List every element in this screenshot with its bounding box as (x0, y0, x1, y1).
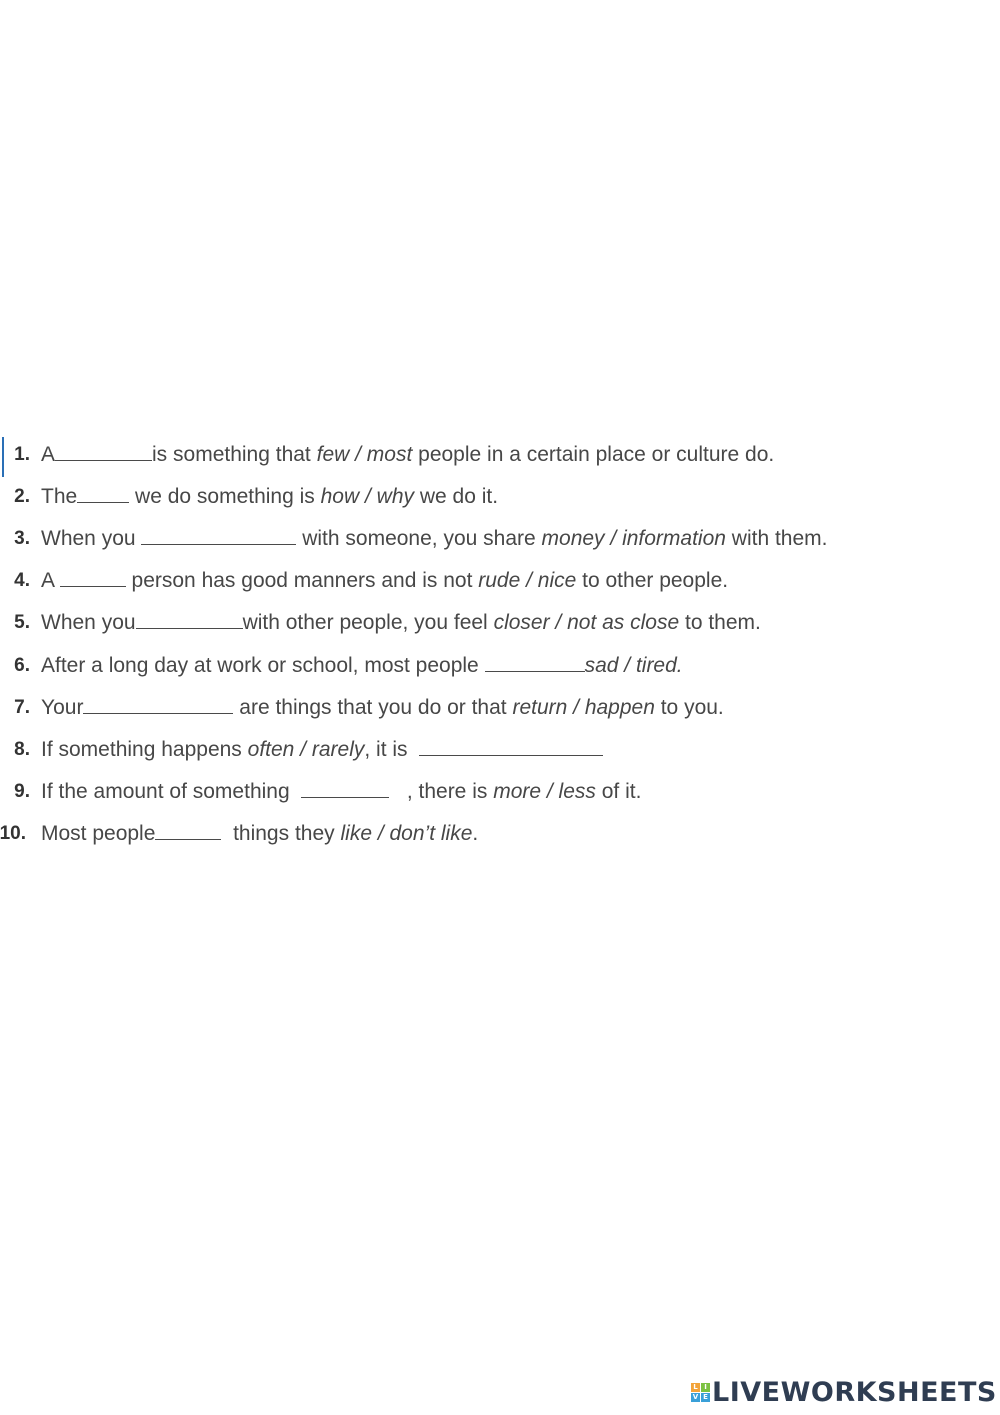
answer-blank[interactable] (55, 441, 152, 461)
item-number: 4. (14, 570, 30, 592)
item-sentence (41, 735, 603, 765)
sentence-text: we do something is (129, 485, 321, 509)
item-number: 9. (14, 780, 30, 802)
sentence-text: to other people. (576, 569, 729, 593)
sentence-text: After a long day at work or school, most people (41, 653, 485, 677)
sentence-text: person has good manners and is not (125, 569, 479, 593)
sentence-text: to them. (679, 611, 761, 635)
item-number: 3. (14, 528, 30, 550)
answer-blank[interactable] (419, 736, 603, 756)
sentence-text: with someone, you share (296, 527, 542, 551)
sentence-text: Your (41, 695, 84, 719)
logo-mark-cell: V (692, 1392, 699, 1401)
sentence-text: to you. (654, 695, 724, 719)
answer-blank[interactable] (301, 778, 389, 798)
sentence-text: A (41, 569, 60, 593)
item-number: 5. (14, 612, 30, 634)
item-number: 6. (14, 654, 30, 676)
sentence-text: If the amount of something (41, 779, 302, 803)
item-number: 10. (0, 822, 26, 844)
item-sentence (41, 482, 498, 512)
answer-blank[interactable] (485, 652, 585, 672)
logo-mark-cell: L (691, 1383, 700, 1392)
choice-options: sad / tired. (584, 653, 683, 677)
choice-options: return / happen (512, 695, 655, 719)
logo-mark-cell: I (701, 1383, 710, 1392)
sentence-text: . (472, 821, 479, 845)
sentence-text: we do it. (414, 485, 499, 509)
item-sentence (41, 608, 761, 638)
answer-blank[interactable] (83, 694, 233, 714)
sentence-text: A (41, 443, 56, 466)
item-sentence (41, 693, 724, 723)
sentence-text: The (41, 485, 78, 509)
choice-options: like / don’t like (340, 821, 473, 845)
item-number: 7. (14, 696, 30, 718)
item-sentence (41, 440, 774, 470)
item-number: 2. (14, 486, 30, 508)
answer-blank[interactable] (77, 483, 129, 503)
choice-options: rude / nice (478, 569, 577, 593)
logo-mark-icon (691, 1383, 710, 1402)
answer-blank[interactable] (155, 820, 221, 840)
sentence-text: people in a certain place or culture do. (412, 443, 775, 466)
sentence-text: are things that you do or that (233, 695, 513, 719)
sentence-text: things they (221, 821, 341, 845)
sentence-text: of it. (595, 779, 642, 803)
sentence-text: , there is (389, 779, 494, 803)
choice-options: often / rarely (247, 737, 365, 761)
item-sentence (41, 777, 641, 807)
logo-mark-cell: E (701, 1393, 710, 1402)
sentence-text: with them. (725, 527, 828, 551)
sentence-text: with other people, you feel (242, 611, 494, 635)
logo-text: LIVEWORKSHEETS (712, 1376, 997, 1408)
item-sentence (41, 524, 828, 554)
item-sentence (41, 566, 728, 596)
choice-options: few / most (316, 443, 413, 466)
choice-options: more / less (493, 779, 596, 803)
item-sentence (41, 651, 683, 681)
sentence-text: If something happens (41, 737, 248, 761)
answer-blank[interactable] (141, 525, 296, 545)
answer-blank[interactable] (60, 567, 126, 587)
sentence-text: When you (41, 611, 136, 635)
sentence-text: When you (41, 527, 142, 551)
item-sentence (41, 819, 478, 849)
choice-options: closer / not as close (493, 611, 680, 635)
item-number: 1. (14, 444, 30, 465)
item-number: 8. (14, 738, 30, 760)
sentence-text: Most people (41, 821, 156, 845)
choice-options: how / why (320, 485, 414, 509)
choice-options: money / information (541, 527, 726, 551)
sentence-text: is something that (152, 443, 317, 466)
answer-blank[interactable] (136, 609, 243, 629)
liveworksheets-logo (691, 1375, 997, 1409)
sentence-text: , it is (364, 737, 420, 761)
